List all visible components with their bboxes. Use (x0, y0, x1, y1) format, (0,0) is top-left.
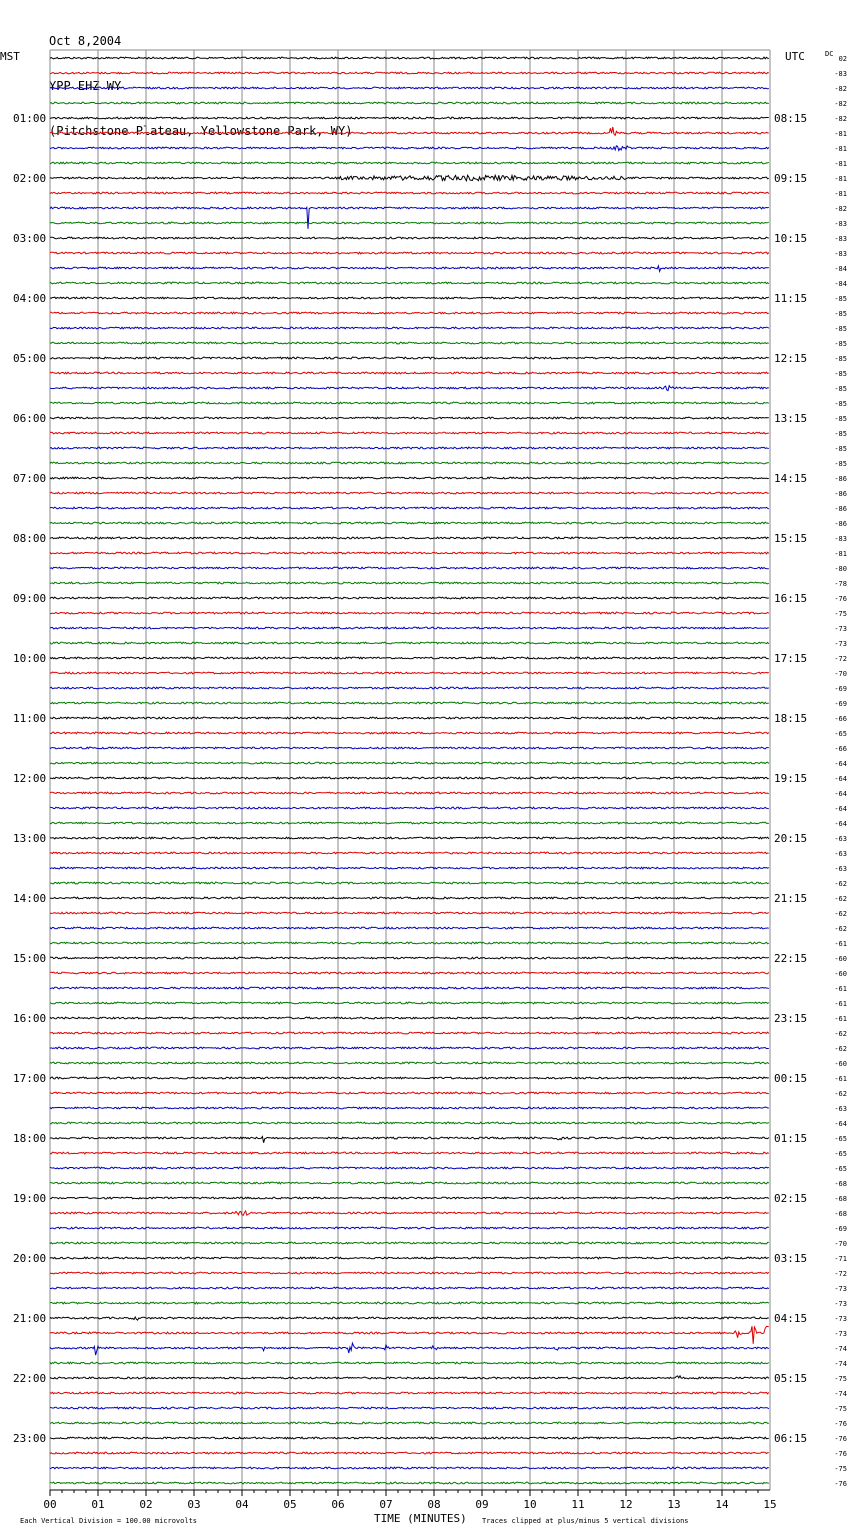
dc-offset-value: -81 (834, 160, 847, 168)
x-tick-label: 11 (571, 1498, 585, 1511)
dc-offset-value: -70 (834, 1240, 847, 1248)
trace-line (50, 117, 769, 119)
right-hour-label: 22:15 (774, 952, 808, 965)
dc-offset-value: -73 (834, 1330, 847, 1338)
dc-offset-value: -69 (834, 685, 847, 693)
trace-line (50, 192, 769, 194)
trace-line (50, 657, 769, 659)
x-tick-label: 08 (427, 1498, 441, 1511)
left-hour-label: 02:00 (13, 172, 47, 185)
dc-offset-value: -85 (834, 370, 847, 378)
trace-line (50, 987, 769, 989)
dc-offset-value: -76 (834, 1450, 847, 1458)
x-tick-label: 10 (523, 1498, 537, 1511)
dc-offset-value: -86 (834, 505, 847, 513)
trace-line (50, 1437, 769, 1439)
dc-offset-value: -80 (834, 565, 847, 573)
trace-line (50, 447, 769, 449)
trace-line (50, 1152, 769, 1154)
trace-line (50, 266, 769, 272)
trace-line (50, 1107, 769, 1109)
dc-offset-value: -73 (834, 640, 847, 648)
trace-line (50, 552, 769, 554)
trace-line (50, 252, 769, 254)
left-timezone-label: MST (0, 50, 20, 63)
dc-offset-value: -73 (834, 1285, 847, 1293)
trace-line (50, 372, 769, 374)
dc-offset-value: -65 (834, 1150, 847, 1158)
dc-offset-value: -83 (834, 535, 847, 543)
dc-offset-value: 02 (838, 55, 847, 63)
trace-line (50, 1211, 769, 1215)
trace-line (50, 837, 769, 839)
trace-line (50, 582, 769, 584)
trace-line (50, 297, 769, 299)
dc-offset-value: -60 (834, 1060, 847, 1068)
dc-offset-label: DC (825, 50, 834, 58)
dc-offset-value: -78 (834, 580, 847, 588)
dc-offset-value: -64 (834, 775, 847, 783)
dc-offset-value: -68 (834, 1180, 847, 1188)
trace-line (50, 627, 769, 629)
left-hour-label: 04:00 (13, 292, 47, 305)
trace-line (50, 87, 769, 89)
dc-offset-value: -74 (834, 1360, 847, 1368)
trace-line (50, 1407, 769, 1409)
trace-line (50, 237, 769, 239)
right-hour-label: 03:15 (774, 1252, 808, 1265)
trace-line (50, 762, 769, 764)
dc-offset-value: -63 (834, 835, 847, 843)
dc-offset-value: -85 (834, 460, 847, 468)
left-hour-label: 14:00 (13, 892, 47, 905)
x-tick-label: 03 (187, 1498, 201, 1511)
dc-offset-value: -70 (834, 670, 847, 678)
trace-line (50, 1017, 769, 1019)
x-tick-label: 14 (715, 1498, 729, 1511)
trace-line (50, 597, 769, 599)
right-hour-label: 23:15 (774, 1012, 808, 1025)
right-hour-label: 21:15 (774, 892, 808, 905)
left-hour-label: 16:00 (13, 1012, 47, 1025)
trace-line (50, 522, 769, 524)
trace-line (50, 207, 769, 229)
left-hour-label: 11:00 (13, 712, 47, 725)
left-hour-label: 21:00 (13, 1312, 47, 1325)
trace-line (50, 1376, 769, 1379)
trace-line (50, 1317, 769, 1320)
left-hour-label: 18:00 (13, 1132, 47, 1145)
dc-offset-value: -83 (834, 250, 847, 258)
dc-offset-value: -62 (834, 1045, 847, 1053)
left-hour-label: 23:00 (13, 1432, 47, 1445)
x-tick-label: 15 (763, 1498, 777, 1511)
dc-offset-value: -85 (834, 445, 847, 453)
trace-line (50, 462, 769, 464)
dc-offset-value: -61 (834, 1015, 847, 1023)
dc-offset-value: -76 (834, 1435, 847, 1443)
dc-offset-value: -85 (834, 385, 847, 393)
right-hour-label: 14:15 (774, 472, 808, 485)
clip-note: Traces clipped at plus/minus 5 vertical divisions (482, 1517, 689, 1525)
dc-offset-value: -60 (834, 955, 847, 963)
trace-line (50, 792, 769, 794)
trace-line (50, 1343, 769, 1355)
right-timezone-label: UTC (785, 50, 805, 63)
dc-offset-value: -69 (834, 1225, 847, 1233)
chart-date: Oct 8,2004 (49, 34, 122, 48)
trace-line (50, 57, 769, 59)
dc-offset-value: -76 (834, 595, 847, 603)
dc-offset-value: -62 (834, 1030, 847, 1038)
dc-offset-value: -81 (834, 550, 847, 558)
trace-line (50, 912, 769, 914)
dc-offset-value: -85 (834, 310, 847, 318)
dc-offset-value: -64 (834, 790, 847, 798)
dc-offset-value: -64 (834, 1120, 847, 1128)
x-tick-label: 06 (331, 1498, 345, 1511)
trace-line (50, 1122, 769, 1124)
dc-offset-value: -62 (834, 925, 847, 933)
dc-offset-value: -62 (834, 880, 847, 888)
trace-line (50, 312, 769, 314)
dc-offset-value: -75 (834, 1465, 847, 1473)
left-hour-label: 20:00 (13, 1252, 47, 1265)
right-hour-label: 04:15 (774, 1312, 808, 1325)
trace-line (50, 1167, 769, 1169)
dc-offset-value: -63 (834, 850, 847, 858)
trace-line (50, 432, 769, 434)
trace-line (50, 162, 769, 164)
trace-line (50, 1182, 769, 1184)
trace-line (50, 807, 769, 809)
dc-offset-value: -85 (834, 340, 847, 348)
dc-offset-value: -86 (834, 520, 847, 528)
dc-offset-value: -61 (834, 940, 847, 948)
dc-offset-value: -73 (834, 1315, 847, 1323)
trace-line (50, 1227, 769, 1229)
station-location: (Pitchstone Plateau, Yellowstone Park, WY) (49, 124, 353, 138)
right-hour-label: 06:15 (774, 1432, 808, 1445)
left-hour-label: 01:00 (13, 112, 47, 125)
dc-offset-value: -85 (834, 355, 847, 363)
right-hour-label: 08:15 (774, 112, 808, 125)
trace-line (50, 72, 769, 74)
trace-line (50, 1197, 769, 1199)
trace-line (50, 342, 769, 344)
seismic-traces (50, 57, 769, 1484)
trace-line (50, 282, 769, 284)
trace-line (50, 672, 769, 674)
trace-line (50, 972, 769, 974)
x-tick-label: 09 (475, 1498, 489, 1511)
dc-offset-value: -71 (834, 1255, 847, 1263)
trace-line (50, 612, 769, 614)
trace-line (50, 1137, 769, 1143)
right-hour-label: 13:15 (774, 412, 808, 425)
dc-offset-value: -61 (834, 1075, 847, 1083)
trace-line (50, 146, 769, 151)
trace-line (50, 507, 769, 509)
dc-offset-value: -85 (834, 325, 847, 333)
dc-offset-value: -75 (834, 1405, 847, 1413)
dc-offset-value: -81 (834, 145, 847, 153)
left-hour-label: 06:00 (13, 412, 47, 425)
dc-offset-value: -68 (834, 1210, 847, 1218)
dc-offset-value: -64 (834, 760, 847, 768)
trace-line (50, 1257, 769, 1259)
dc-offset-value: -75 (834, 610, 847, 618)
trace-line (50, 1242, 769, 1244)
dc-offset-value: -86 (834, 490, 847, 498)
left-hour-label: 09:00 (13, 592, 47, 605)
dc-offset-value: -74 (834, 1390, 847, 1398)
trace-line (50, 537, 769, 539)
left-hour-label: 19:00 (13, 1192, 47, 1205)
right-hour-label: 17:15 (774, 652, 808, 665)
trace-line (50, 127, 769, 135)
trace-line (50, 942, 769, 944)
right-hour-label: 02:15 (774, 1192, 808, 1205)
dc-offset-value: -62 (834, 895, 847, 903)
right-hour-label: 11:15 (774, 292, 808, 305)
dc-offset-value: -65 (834, 1165, 847, 1173)
dc-offset-value: -68 (834, 1195, 847, 1203)
trace-line (50, 927, 769, 929)
trace-line (50, 1002, 769, 1004)
trace-line (50, 702, 769, 704)
trace-line (50, 1062, 769, 1064)
right-hour-label: 16:15 (774, 592, 808, 605)
left-hour-label: 17:00 (13, 1072, 47, 1085)
dc-offset-value: -69 (834, 700, 847, 708)
left-hour-label: 12:00 (13, 772, 47, 785)
dc-offset-value: -81 (834, 190, 847, 198)
dc-offset-value: -82 (834, 115, 847, 123)
dc-offset-value: -75 (834, 1375, 847, 1383)
trace-line (50, 1392, 769, 1394)
trace-line (50, 957, 769, 959)
trace-line (50, 102, 769, 104)
trace-line (50, 1422, 769, 1424)
dc-offset-value: -85 (834, 400, 847, 408)
left-hour-label: 07:00 (13, 472, 47, 485)
dc-offset-value: -65 (834, 1135, 847, 1143)
trace-line (50, 747, 769, 749)
x-axis-title: TIME (MINUTES) (374, 1512, 467, 1525)
dc-offset-value: -62 (834, 1090, 847, 1098)
dc-offset-value: -64 (834, 805, 847, 813)
trace-line (50, 175, 769, 180)
x-tick-label: 00 (43, 1498, 57, 1511)
right-hour-label: 12:15 (774, 352, 808, 365)
dc-offset-value: -81 (834, 175, 847, 183)
dc-offset-value: -63 (834, 865, 847, 873)
x-tick-label: 01 (91, 1498, 105, 1511)
trace-line (50, 882, 769, 884)
left-hour-label: 05:00 (13, 352, 47, 365)
dc-offset-value: -83 (834, 220, 847, 228)
trace-line (50, 222, 769, 224)
trace-line (50, 386, 769, 391)
dc-offset-value: -85 (834, 430, 847, 438)
dc-offset-value: -65 (834, 730, 847, 738)
trace-line (50, 327, 769, 329)
left-hour-label: 15:00 (13, 952, 47, 965)
dc-offset-value: -85 (834, 415, 847, 423)
x-tick-label: 12 (619, 1498, 633, 1511)
trace-line (50, 567, 769, 569)
trace-line (50, 477, 769, 479)
dc-offset-value: -61 (834, 1000, 847, 1008)
trace-line (50, 1467, 769, 1469)
dc-offset-value: -66 (834, 715, 847, 723)
scale-note: Each Vertical Division = 100.00 microvolts (20, 1517, 198, 1525)
right-hour-label: 15:15 (774, 532, 808, 545)
dc-offset-value: -64 (834, 820, 847, 828)
dc-offset-value: -82 (834, 85, 847, 93)
dc-offset-value: -76 (834, 1480, 847, 1488)
dc-offset-value: -73 (834, 1300, 847, 1308)
left-hour-label: 08:00 (13, 532, 47, 545)
trace-line (50, 897, 769, 899)
trace-line (50, 357, 769, 359)
dc-offset-value: -60 (834, 970, 847, 978)
dc-offset-value: -85 (834, 295, 847, 303)
dc-offset-value: -72 (834, 1270, 847, 1278)
right-hour-label: 20:15 (774, 832, 808, 845)
trace-line (50, 687, 769, 689)
dc-offset-value: -66 (834, 745, 847, 753)
trace-line (50, 492, 769, 494)
trace-line (50, 1032, 769, 1034)
dc-offset-value: -63 (834, 1105, 847, 1113)
x-tick-label: 07 (379, 1498, 393, 1511)
trace-line (50, 402, 769, 404)
dc-offset-value: -62 (834, 910, 847, 918)
trace-line (50, 417, 769, 419)
right-hour-label: 10:15 (774, 232, 808, 245)
left-hour-label: 10:00 (13, 652, 47, 665)
left-hour-label: 13:00 (13, 832, 47, 845)
dc-offset-value: -83 (834, 70, 847, 78)
right-hour-label: 19:15 (774, 772, 808, 785)
dc-offset-value: -82 (834, 100, 847, 108)
dc-offset-value: -84 (834, 265, 847, 273)
trace-line (50, 1047, 769, 1049)
dc-offset-value: -61 (834, 985, 847, 993)
trace-line (50, 1302, 769, 1304)
dc-offset-value: -84 (834, 280, 847, 288)
right-hour-label: 18:15 (774, 712, 808, 725)
dc-offset-value: -76 (834, 1420, 847, 1428)
right-hour-label: 09:15 (774, 172, 808, 185)
trace-line (50, 1452, 769, 1454)
trace-line (50, 732, 769, 734)
station-code: YPP EHZ WY (49, 79, 122, 93)
trace-line (50, 717, 769, 719)
trace-line (50, 642, 769, 644)
x-tick-label: 04 (235, 1498, 249, 1511)
trace-line (50, 1272, 769, 1274)
time-grid (50, 50, 770, 1496)
trace-line (50, 1092, 769, 1094)
right-hour-label: 05:15 (774, 1372, 808, 1385)
trace-line (50, 777, 769, 779)
dc-offset-value: -72 (834, 655, 847, 663)
trace-line (50, 1362, 769, 1364)
left-hour-label: 03:00 (13, 232, 47, 245)
trace-line (50, 867, 769, 869)
x-tick-label: 02 (139, 1498, 153, 1511)
dc-offset-value: -83 (834, 235, 847, 243)
trace-line (50, 1077, 769, 1079)
dc-offset-value: -74 (834, 1345, 847, 1353)
dc-offset-value: -73 (834, 625, 847, 633)
dc-offset-value: -81 (834, 130, 847, 138)
trace-line (50, 1326, 769, 1344)
x-tick-label: 13 (667, 1498, 681, 1511)
x-tick-label: 05 (283, 1498, 297, 1511)
right-hour-label: 01:15 (774, 1132, 808, 1145)
right-hour-label: 00:15 (774, 1072, 808, 1085)
dc-offset-value: -82 (834, 205, 847, 213)
trace-line (50, 1482, 769, 1484)
trace-line (50, 852, 769, 854)
trace-line (50, 1287, 769, 1289)
left-hour-label: 22:00 (13, 1372, 47, 1385)
trace-line (50, 822, 769, 824)
dc-offset-value: -86 (834, 475, 847, 483)
